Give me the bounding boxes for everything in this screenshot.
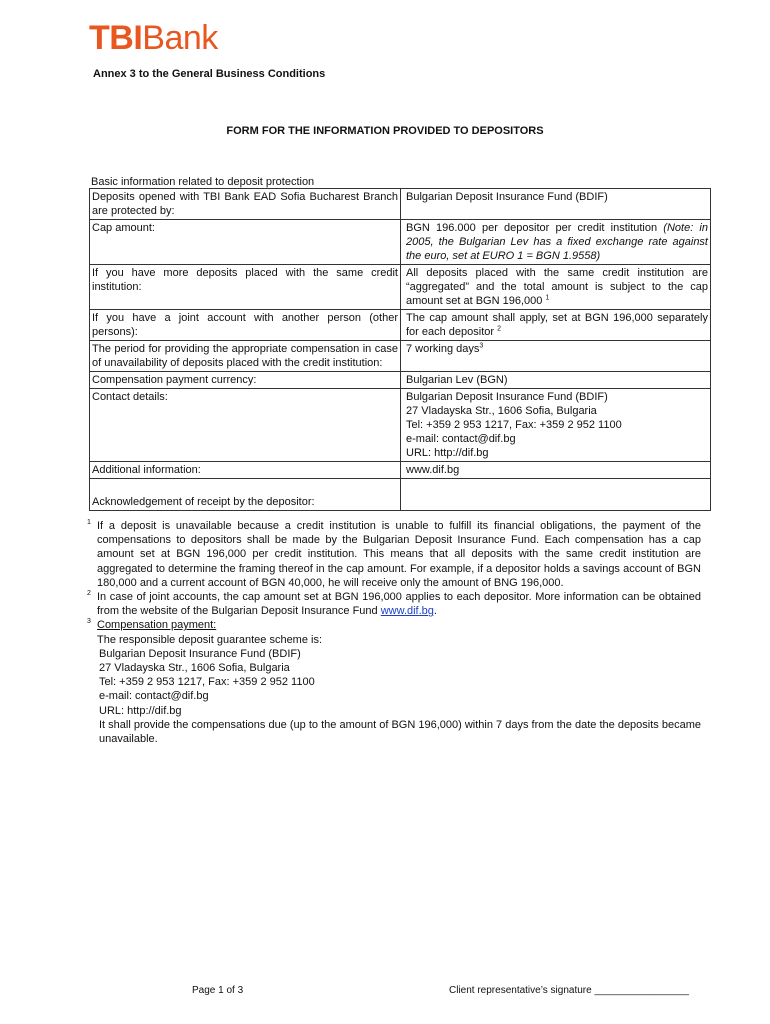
table-row bbox=[90, 341, 711, 372]
joint-account-text: The cap amount shall apply, set at BGN 196,000 separately for each depositor bbox=[406, 312, 708, 338]
compensation-payment-title: Compensation payment: bbox=[97, 619, 217, 632]
table-row bbox=[90, 479, 711, 511]
row-label: Contact details: bbox=[90, 389, 401, 462]
aggregation-text: All deposits placed with the same credit institution are “aggregated” and the total amount is subject to the cap amount set at BGN 196,000 bbox=[406, 267, 708, 307]
row-value bbox=[401, 265, 711, 310]
contact-line: URL: http://dif.bg bbox=[406, 447, 489, 459]
cap-amount-note: (Note: in 2005, the Bulgarian Lev has a fixed exchange rate against the euro, set at EURO 1 = BGN 1.9558) bbox=[406, 222, 708, 262]
page-number: Page 1 of 3 bbox=[192, 985, 244, 996]
footnote-end: . bbox=[433, 605, 437, 618]
contact-line: e-mail: contact@dif.bg bbox=[406, 433, 516, 445]
table-row bbox=[90, 189, 711, 220]
row-value bbox=[401, 310, 711, 341]
footnote-ref-1: 1 bbox=[545, 294, 550, 302]
tbi-bank-logo bbox=[89, 21, 218, 55]
cap-amount-value: BGN 196.000 per depositor per credit institution bbox=[406, 222, 664, 234]
row-value: www.dif.bg bbox=[401, 462, 711, 479]
table-row bbox=[90, 462, 711, 479]
dif-website-link[interactable]: www.dif.bg bbox=[380, 605, 434, 618]
row-value bbox=[401, 341, 711, 372]
row-label: Cap amount: bbox=[90, 220, 401, 265]
footnote-number: 2 bbox=[87, 590, 91, 598]
footnote-line: The responsible deposit guarantee scheme is: bbox=[97, 633, 323, 646]
table-row bbox=[90, 220, 711, 265]
footnotes bbox=[89, 519, 701, 746]
table-row bbox=[90, 372, 711, 389]
table-row bbox=[90, 389, 711, 462]
footnote-line: It shall provide the compensations due (up to the amount of BGN 196,000) within 7 days from the date the deposits became unavailable. bbox=[99, 718, 701, 746]
row-label: If you have more deposits placed with the same credit institution: bbox=[90, 265, 401, 310]
signature-line: Client representative’s signature _________________ bbox=[449, 985, 689, 996]
contact-details bbox=[401, 389, 711, 462]
footnote-line: URL: http://dif.bg bbox=[99, 704, 182, 717]
row-label: Additional information: bbox=[90, 462, 401, 479]
footnote-line: 27 Vladayska Str., 1606 Sofia, Bulgaria bbox=[99, 662, 290, 675]
deposit-protection-table bbox=[89, 188, 711, 511]
row-value bbox=[401, 220, 711, 265]
table-caption: Basic information related to deposit protection bbox=[91, 176, 315, 188]
row-label: Compensation payment currency: bbox=[90, 372, 401, 389]
acknowledgement-field[interactable] bbox=[401, 479, 711, 511]
contact-line: Bulgarian Deposit Insurance Fund (BDIF) bbox=[406, 391, 608, 403]
row-label: If you have a joint account with another person (other persons): bbox=[90, 310, 401, 341]
footnote-text: In case of joint accounts, the cap amount set at BGN 196,000 applies to each depositor. More information can be obtained from the website of the Bulgarian Deposit Insurance Fund bbox=[97, 591, 701, 618]
table-row bbox=[90, 265, 711, 310]
contact-line: Tel: +359 2 953 1217, Fax: +359 2 952 1100 bbox=[406, 419, 622, 431]
footnote-line: Tel: +359 2 953 1217, Fax: +359 2 952 1100 bbox=[99, 676, 315, 689]
footnote-1 bbox=[89, 519, 701, 590]
row-value: Bulgarian Lev (BGN) bbox=[401, 372, 711, 389]
table-row bbox=[90, 310, 711, 341]
footnote-number: 3 bbox=[87, 618, 91, 626]
logo-tbi: TBI bbox=[89, 19, 143, 57]
period-text: 7 working days bbox=[406, 343, 480, 355]
row-label: The period for providing the appropriate compensation in case of unavailability of deposits placed with the credit institution: bbox=[90, 341, 401, 372]
footnote-number: 1 bbox=[87, 519, 91, 526]
logo-bank: Bank bbox=[142, 19, 218, 57]
row-value: Bulgarian Deposit Insurance Fund (BDIF) bbox=[401, 189, 711, 220]
contact-line: 27 Vladayska Str., 1606 Sofia, Bulgaria bbox=[406, 405, 597, 417]
annex-heading: Annex 3 to the General Business Conditions bbox=[93, 68, 326, 80]
footnote-line: e-mail: contact@dif.bg bbox=[99, 690, 209, 703]
form-title: FORM FOR THE INFORMATION PROVIDED TO DEPOSITORS bbox=[226, 125, 544, 137]
footnote-text: If a deposit is unavailable because a credit institution is unable to fulfill its financial obligations, the payment of the compensations to depositors shall be made by the Bulgarian Deposit Insurance Fund. Each compensation has a cap amount set at BGN 196,000 per credit institution. This means that all deposits with the same credit institution are aggregated to determine the framing thereof in the cap amount. For example, if a depositor holds a savings account of BGN 180,000 and a current account of BGN 40,000, he will receive only the amount of BNG 196,000. bbox=[97, 520, 701, 589]
footnote-2 bbox=[89, 590, 701, 618]
footnote-ref-3: 3 bbox=[479, 342, 484, 350]
row-label: Deposits opened with TBI Bank EAD Sofia Bucharest Branch are protected by: bbox=[90, 189, 401, 220]
footnote-3 bbox=[89, 618, 701, 746]
footnote-line: Bulgarian Deposit Insurance Fund (BDIF) bbox=[99, 647, 301, 660]
footnote-ref-2: 2 bbox=[497, 325, 502, 333]
row-label: Acknowledgement of receipt by the depositor: bbox=[90, 479, 401, 511]
